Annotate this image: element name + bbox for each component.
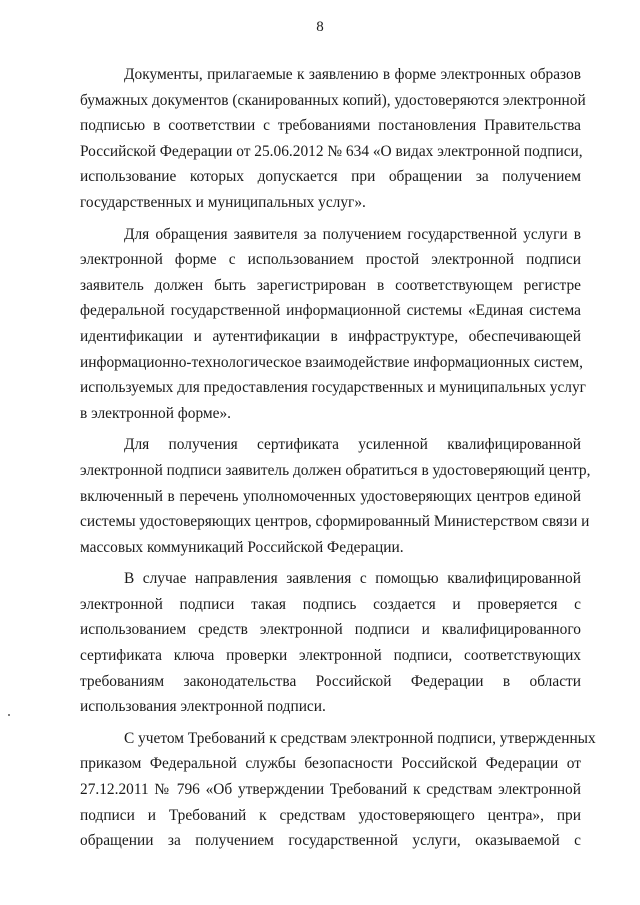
text-line: использование которых допускается при обращении за получением (80, 168, 581, 186)
text-line: электронной подписи такая подпись создается и проверяется с (80, 595, 581, 613)
scan-speck (8, 714, 10, 716)
text-line: обращении за получением государственной услуги, оказываемой с (80, 832, 581, 850)
text-line: приказом Федеральной службы безопасности Российской Федерации от (80, 755, 581, 773)
text-line: государственных и муниципальных услуг». (80, 193, 366, 211)
page-number: 8 (316, 19, 324, 35)
paragraph-5 (80, 726, 596, 854)
text-line: 27.12.2011 № 796 «Об утверждении Требований к средствам электронной (80, 781, 581, 799)
paragraph-3 (80, 432, 591, 560)
text-line: Для получения сертификата усиленной квалифицированной (124, 436, 581, 454)
text-line: используемых для предоставления государственных и муниципальных услуг (80, 379, 586, 397)
text-line: С учетом Требований к средствам электронной подписи, утвержденных (124, 729, 596, 747)
text-line: федеральной государственной информационной системы «Единая система (80, 302, 581, 320)
text-line: системы удостоверяющих центров, сформированный Министерством связи и (80, 513, 590, 531)
text-line: информационно-технологическое взаимодействие информационных систем, (80, 353, 583, 371)
text-line: использованием средств электронной подписи и квалифицированного (80, 621, 581, 639)
paragraph-4 (80, 566, 581, 720)
paragraph-2 (80, 222, 586, 427)
text-line: сертификата ключа проверки электронной подписи, соответствующих (80, 647, 581, 665)
text-line: Российской Федерации от 25.06.2012 № 634 «О видах электронной подписи, (80, 142, 583, 160)
text-line: Документы, прилагаемые к заявлению в форме электронных образов (124, 66, 581, 83)
text-line: массовых коммуникаций Российской Федерации. (80, 538, 404, 556)
text-line: включенный в перечень уполномоченных удостоверяющих центров единой (80, 487, 581, 505)
text-line: заявитель должен быть зарегистрирован в соответствующем регистре (80, 276, 581, 294)
text-line: использования электронной подписи. (80, 698, 326, 716)
text-line: Для обращения заявителя за получением государственной услуги в (124, 225, 581, 243)
text-line: в электронной форме». (80, 404, 232, 422)
text-line: электронной подписи заявитель должен обратиться в удостоверяющий центр, (80, 461, 591, 479)
text-line: идентификации и аутентификации в инфраструктуре, обеспечивающей (80, 327, 581, 345)
text-line: подписи и Требований к средствам удостоверяющего центра», при (80, 806, 581, 824)
text-line: требованиям законодательства Российской Федерации в области (80, 672, 581, 690)
document-body (80, 62, 596, 854)
text-line: электронной форме с использованием простой электронной подписи (80, 251, 581, 269)
text-line: В случае направления заявления с помощью квалифицированной (124, 570, 581, 588)
paragraph-1 (80, 62, 586, 216)
text-line: бумажных документов (сканированных копий), удостоверяются электронной (80, 91, 586, 109)
text-line: подписью в соответствии с требованиями постановления Правительства (80, 117, 581, 135)
